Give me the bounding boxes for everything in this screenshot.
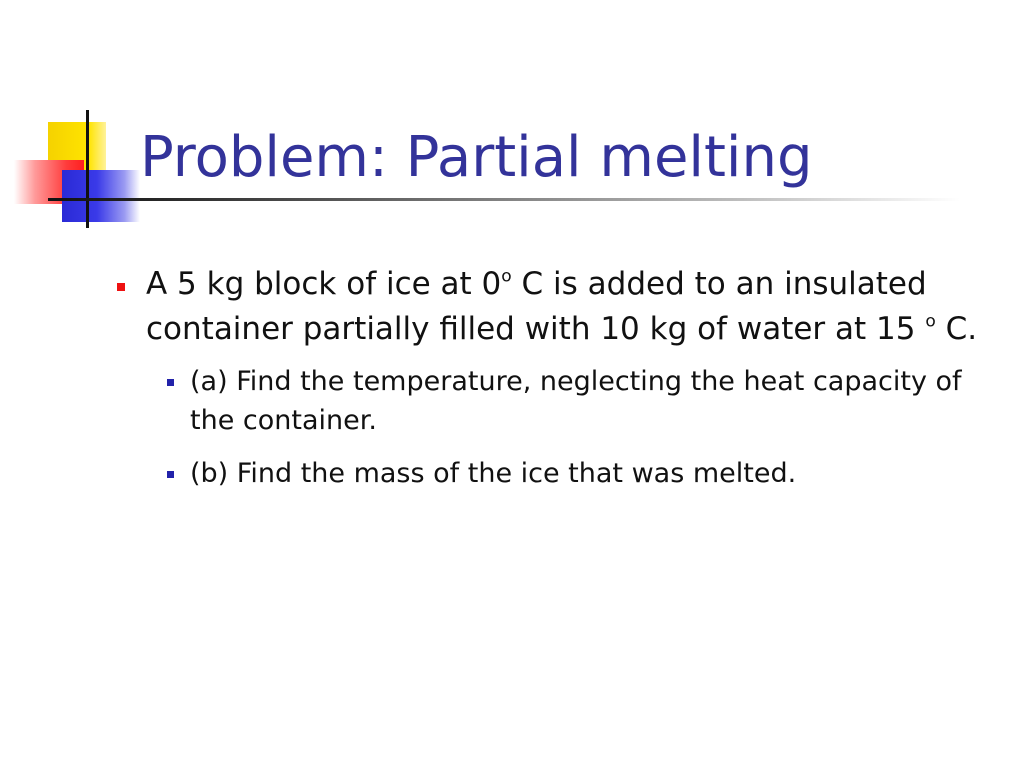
bullet-text: A 5 kg block of ice at 0$^o$ C is added to an insulated container partially filled with 10 kg of water at 15 $^o$ C. (146, 266, 978, 347)
slide-logo-decoration (0, 0, 160, 240)
sub-bullet-item (156, 454, 990, 493)
sub-bullet-item (156, 362, 990, 440)
blue-square-bullet-icon (167, 471, 174, 478)
vertical-line-decoration (86, 110, 89, 228)
title-underline (48, 198, 960, 201)
blue-square-decoration (62, 170, 140, 222)
degree-symbol: o (925, 311, 936, 332)
slide-content (110, 260, 990, 507)
sub-bullet-list (110, 362, 990, 493)
sub-bullet-text: (a) Find the temperature, neglecting the heat capacity of the container. (190, 366, 962, 436)
slide-title: Problem: Partial melting (140, 125, 813, 190)
sub-bullet-text: (b) Find the mass of the ice that was melted. (190, 458, 797, 489)
red-square-bullet-icon (117, 283, 125, 291)
degree-symbol: o (501, 266, 512, 287)
blue-square-bullet-icon (167, 379, 174, 386)
bullet-item (110, 262, 990, 352)
